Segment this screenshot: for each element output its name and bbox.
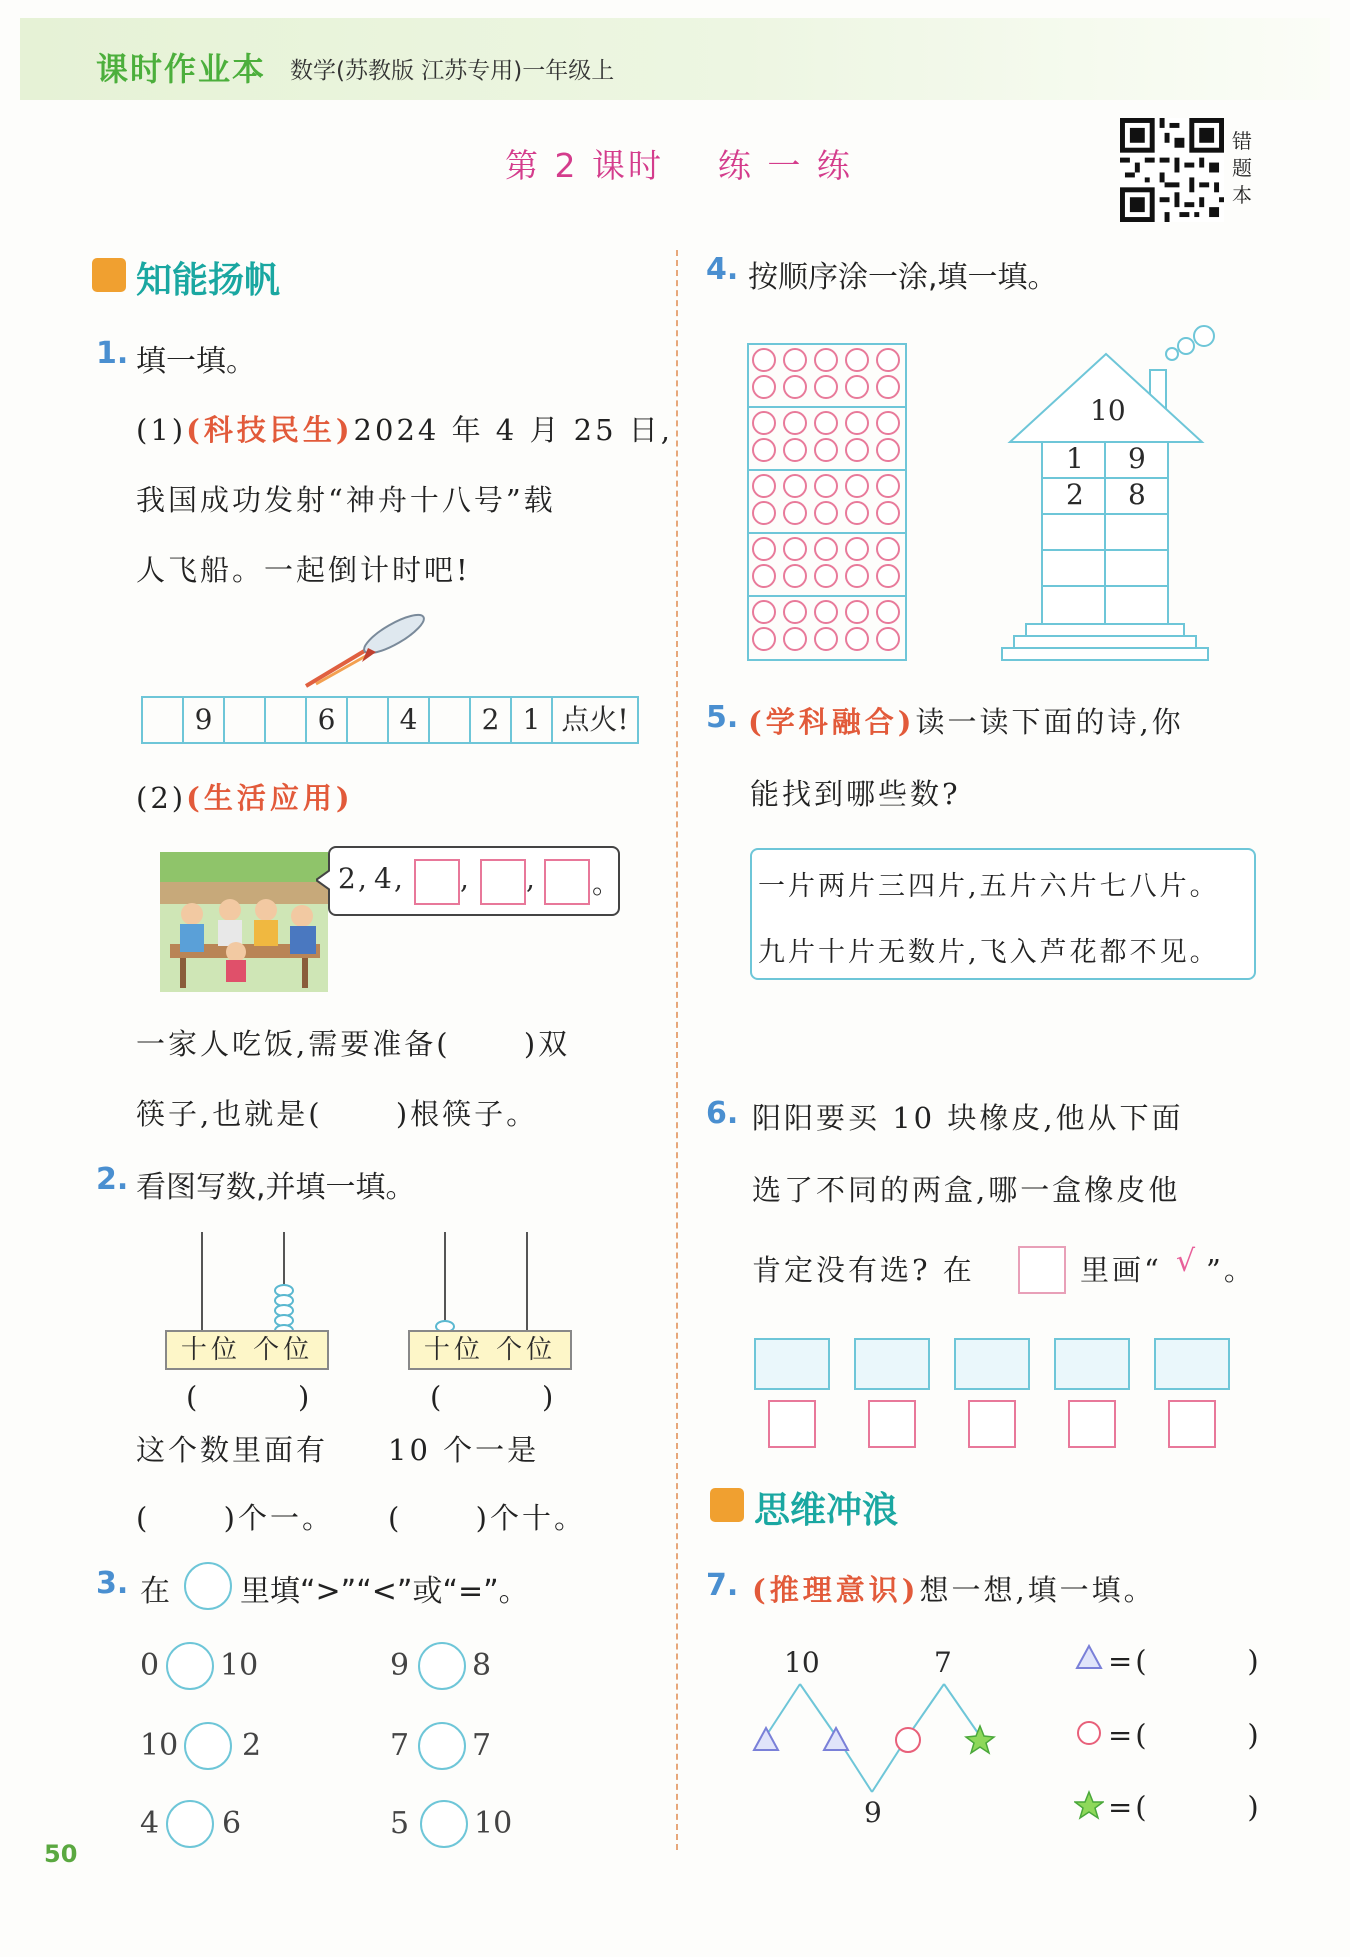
grid-circle[interactable] xyxy=(753,349,775,371)
grid-circle[interactable] xyxy=(753,475,775,497)
sequence-first: 2 xyxy=(338,862,356,895)
q6-number: 6. xyxy=(706,1096,739,1131)
family-dinner-image xyxy=(160,852,328,992)
grid-circle[interactable] xyxy=(877,601,899,623)
q2-line2b: ( )个十。 xyxy=(388,1501,586,1535)
brand-title: 课时作业本 xyxy=(96,50,267,88)
grid-circle[interactable] xyxy=(753,502,775,524)
star-icon xyxy=(966,1726,994,1753)
q1-part2-question2: 筷子,也就是( )根筷子。 xyxy=(136,1097,539,1131)
q1-text: 填一填。 xyxy=(136,344,256,379)
grid-circle[interactable] xyxy=(877,439,899,461)
abacus-answer[interactable]: ( ) xyxy=(430,1380,557,1414)
compare-left: 0 xyxy=(140,1648,160,1683)
grid-circle[interactable] xyxy=(815,349,837,371)
compare-circle[interactable] xyxy=(418,1722,466,1770)
abacus-rod xyxy=(444,1232,446,1332)
q2-line1a: 这个数里面有 xyxy=(136,1433,329,1467)
grid-circle[interactable] xyxy=(846,439,868,461)
compare-circle[interactable] xyxy=(418,1642,466,1690)
sequence-answer-box[interactable] xyxy=(544,859,590,905)
fire-cell: 点火! xyxy=(551,696,639,744)
grid-circle[interactable] xyxy=(877,349,899,371)
grid-circle[interactable] xyxy=(753,601,775,623)
q6-line3b: 里画“ xyxy=(1080,1253,1162,1287)
circle-answer[interactable]: =( ) xyxy=(1108,1718,1262,1752)
grid-circle[interactable] xyxy=(877,538,899,560)
grid-circle[interactable] xyxy=(784,376,806,398)
grid-circle[interactable] xyxy=(877,376,899,398)
grid-circle[interactable] xyxy=(877,412,899,434)
countdown-cell: 9 xyxy=(182,696,225,744)
grid-circle[interactable] xyxy=(846,538,868,560)
grid-circle[interactable] xyxy=(877,502,899,524)
abacus-label: 十位 个位 xyxy=(408,1330,572,1370)
grid-circle[interactable] xyxy=(846,502,868,524)
abacus-label: 十位 个位 xyxy=(165,1330,329,1370)
answer-box[interactable] xyxy=(768,1400,816,1448)
q4-number: 4. xyxy=(706,252,739,287)
section-title-1: 知能扬帆 xyxy=(136,260,281,301)
compare-left: 10 xyxy=(140,1728,179,1763)
grid-circle[interactable] xyxy=(846,376,868,398)
compare-circle[interactable] xyxy=(166,1800,214,1848)
q7-tag: (推理意识) xyxy=(752,1573,920,1607)
grid-circle[interactable] xyxy=(784,475,806,497)
sequence-answer-box[interactable] xyxy=(480,859,526,905)
answer-box[interactable] xyxy=(868,1400,916,1448)
compare-circle[interactable] xyxy=(166,1642,214,1690)
bubble-tail xyxy=(316,870,330,890)
countdown-cell: 4 xyxy=(387,696,430,744)
eraser-box xyxy=(954,1338,1030,1390)
eraser-box xyxy=(1054,1338,1130,1390)
lesson-title: 第 2 课时 练 一 练 xyxy=(505,146,853,185)
section-icon xyxy=(710,1488,744,1522)
check-mark-icon: √ xyxy=(1176,1244,1196,1279)
abacus-rod xyxy=(201,1232,203,1332)
qr-code-icon xyxy=(1120,118,1224,222)
sequence-comma: , xyxy=(394,862,403,895)
q7-text: 想一想,填一填。 xyxy=(919,1573,1156,1607)
grid-circle[interactable] xyxy=(753,538,775,560)
grid-circle[interactable] xyxy=(815,628,837,650)
sequence-comma: , xyxy=(526,862,535,895)
triangle-icon xyxy=(754,1728,778,1750)
section-icon xyxy=(92,258,126,292)
q5-number: 5. xyxy=(706,700,739,735)
grid-circle[interactable] xyxy=(784,538,806,560)
grid-circle[interactable] xyxy=(846,628,868,650)
q7-shape-diagram xyxy=(748,1680,1008,1800)
qr-label: 错题本 xyxy=(1232,129,1252,207)
q3-text-a: 在 xyxy=(140,1574,170,1609)
poem-line: 九片十片无数片,飞入芦花都不见。 xyxy=(758,937,1220,968)
grid-circle[interactable] xyxy=(784,601,806,623)
countdown-cell[interactable] xyxy=(428,696,471,744)
q5-text1: 读一读下面的诗,你 xyxy=(915,705,1184,739)
circle-grid[interactable] xyxy=(746,342,910,662)
grid-circle[interactable] xyxy=(815,538,837,560)
book-info: 数学(苏教版 江苏专用)一年级上 xyxy=(290,58,615,84)
compare-left: 5 xyxy=(390,1806,410,1841)
compare-right: 10 xyxy=(474,1806,513,1841)
q6-line3c: ”。 xyxy=(1206,1253,1256,1287)
grid-circle[interactable] xyxy=(784,628,806,650)
q1-part1-line2: 我国成功发射“神舟十八号”载 xyxy=(136,483,556,517)
abacus-answer[interactable]: ( ) xyxy=(186,1380,313,1414)
circle-icon xyxy=(1074,1718,1104,1748)
q7-top-left-number: 10 xyxy=(784,1646,820,1679)
answer-box[interactable] xyxy=(968,1400,1016,1448)
compare-left: 9 xyxy=(390,1648,410,1683)
grid-circle[interactable] xyxy=(784,502,806,524)
triangle-icon xyxy=(1074,1642,1104,1672)
compare-left: 7 xyxy=(390,1728,410,1763)
countdown-cell[interactable] xyxy=(223,696,266,744)
q6-line2: 选了不同的两盒,哪一盒橡皮他 xyxy=(752,1173,1181,1207)
eraser-box xyxy=(1154,1338,1230,1390)
countdown-cell[interactable] xyxy=(346,696,389,744)
q1-part1-line1 xyxy=(136,408,673,449)
sequence-second: 4 xyxy=(374,862,392,895)
sequence-period: 。 xyxy=(592,867,621,900)
q2-number: 2. xyxy=(96,1162,129,1197)
grid-circle[interactable] xyxy=(753,376,775,398)
q7-top-right-number: 7 xyxy=(934,1646,952,1679)
grid-circle[interactable] xyxy=(877,565,899,587)
house-cell: 9 xyxy=(1128,442,1146,475)
wave-icon xyxy=(710,1488,744,1522)
rocket-icon xyxy=(296,612,426,692)
q1-part2-tag: (生活应用) xyxy=(186,781,354,815)
grid-circle[interactable] xyxy=(753,628,775,650)
qr-code[interactable] xyxy=(1120,118,1224,222)
q5-line2: 能找到哪些数? xyxy=(750,777,961,811)
q6-line1: 阳阳要买 10 块橡皮,他从下面 xyxy=(752,1101,1184,1135)
eraser-box xyxy=(754,1338,830,1390)
grid-circle[interactable] xyxy=(815,565,837,587)
compare-left: 4 xyxy=(140,1806,160,1841)
section-title-2: 思维冲浪 xyxy=(754,1490,899,1531)
countdown-row xyxy=(143,696,639,744)
countdown-cell[interactable] xyxy=(264,696,307,744)
q1-number: 1. xyxy=(96,336,129,371)
q2-line2a: ( )个一。 xyxy=(136,1501,334,1535)
grid-circle[interactable] xyxy=(784,565,806,587)
grid-circle[interactable] xyxy=(815,502,837,524)
grid-circle[interactable] xyxy=(753,565,775,587)
poem-line: 一片两片三四片,五片六片七八片。 xyxy=(758,871,1220,902)
countdown-cell[interactable] xyxy=(141,696,184,744)
eraser-box xyxy=(854,1338,930,1390)
countdown-cell: 1 xyxy=(510,696,553,744)
house-cell: 8 xyxy=(1128,478,1146,511)
compare-right: 7 xyxy=(472,1728,492,1763)
grid-circle[interactable] xyxy=(815,439,837,461)
compare-right: 8 xyxy=(472,1648,492,1683)
circle-icon xyxy=(896,1728,920,1752)
countdown-cell: 2 xyxy=(469,696,512,744)
sequence-comma: , xyxy=(460,862,469,895)
q3-number: 3. xyxy=(96,1566,129,1601)
star-icon xyxy=(1074,1790,1104,1820)
star-answer[interactable]: =( ) xyxy=(1108,1790,1262,1824)
q7-number: 7. xyxy=(706,1568,739,1603)
house-roof-number: 10 xyxy=(1090,394,1126,427)
compare-circle[interactable] xyxy=(184,1722,232,1770)
grid-circle[interactable] xyxy=(877,628,899,650)
poem-box xyxy=(750,848,1256,980)
house-cell: 1 xyxy=(1066,442,1084,475)
q4-text: 按顺序涂一涂,填一填。 xyxy=(748,260,1058,295)
q1-part2-line xyxy=(136,776,354,817)
answer-box[interactable] xyxy=(1068,1400,1116,1448)
q7-bottom-number: 9 xyxy=(864,1796,882,1829)
q1-part1-line3: 人飞船。一起倒计时吧! xyxy=(136,553,471,587)
grid-circle[interactable] xyxy=(815,376,837,398)
grid-circle[interactable] xyxy=(815,412,837,434)
q6-sample-box xyxy=(1018,1246,1066,1294)
sequence-bubble xyxy=(328,846,620,916)
q1-part1-prefix: (1) xyxy=(136,413,187,447)
grid-circle[interactable] xyxy=(753,412,775,434)
page-number: 50 xyxy=(44,1840,78,1868)
compare-right: 2 xyxy=(242,1728,262,1763)
house-cell: 2 xyxy=(1066,478,1084,511)
number-house xyxy=(1000,322,1222,666)
sequence-answer-box[interactable] xyxy=(414,859,460,905)
grid-circle[interactable] xyxy=(784,349,806,371)
q7-line xyxy=(752,1568,1156,1609)
column-divider xyxy=(676,250,678,1850)
q2-text: 看图写数,并填一填。 xyxy=(136,1170,416,1205)
grid-circle[interactable] xyxy=(846,601,868,623)
q1-part2-prefix: (2) xyxy=(136,781,187,815)
grid-circle[interactable] xyxy=(846,349,868,371)
compare-right: 6 xyxy=(222,1806,242,1841)
q3-text-b: 里填“>”“<”或“=”。 xyxy=(240,1574,529,1609)
q1-part1-date: 2024 年 4 月 25 日, xyxy=(353,413,674,447)
q6-line3a: 肯定没有选? 在 xyxy=(752,1253,975,1287)
q5-tag: (学科融合) xyxy=(748,705,916,739)
grid-circle[interactable] xyxy=(815,601,837,623)
compare-circle-sample xyxy=(184,1562,232,1610)
compare-circle[interactable] xyxy=(420,1800,468,1848)
sequence-comma: , xyxy=(358,862,367,895)
abacus-rod xyxy=(526,1232,528,1332)
grid-circle[interactable] xyxy=(846,565,868,587)
triangle-icon xyxy=(824,1728,848,1750)
grid-circle[interactable] xyxy=(846,412,868,434)
q5-line1 xyxy=(748,700,1184,741)
grid-circle[interactable] xyxy=(846,475,868,497)
countdown-cell: 6 xyxy=(305,696,348,744)
answer-box[interactable] xyxy=(1168,1400,1216,1448)
grid-circle[interactable] xyxy=(784,412,806,434)
grid-circle[interactable] xyxy=(815,475,837,497)
triangle-answer[interactable]: =( ) xyxy=(1108,1644,1262,1678)
grid-circle[interactable] xyxy=(753,439,775,461)
compare-right: 10 xyxy=(220,1648,259,1683)
q1-part1-tag: (科技民生) xyxy=(186,413,354,447)
grid-circle[interactable] xyxy=(877,475,899,497)
sail-icon xyxy=(92,258,126,292)
q1-part2-question1: 一家人吃饭,需要准备( )双 xyxy=(136,1027,571,1061)
q2-line1b: 10 个一是 xyxy=(388,1433,540,1467)
grid-circle[interactable] xyxy=(784,439,806,461)
